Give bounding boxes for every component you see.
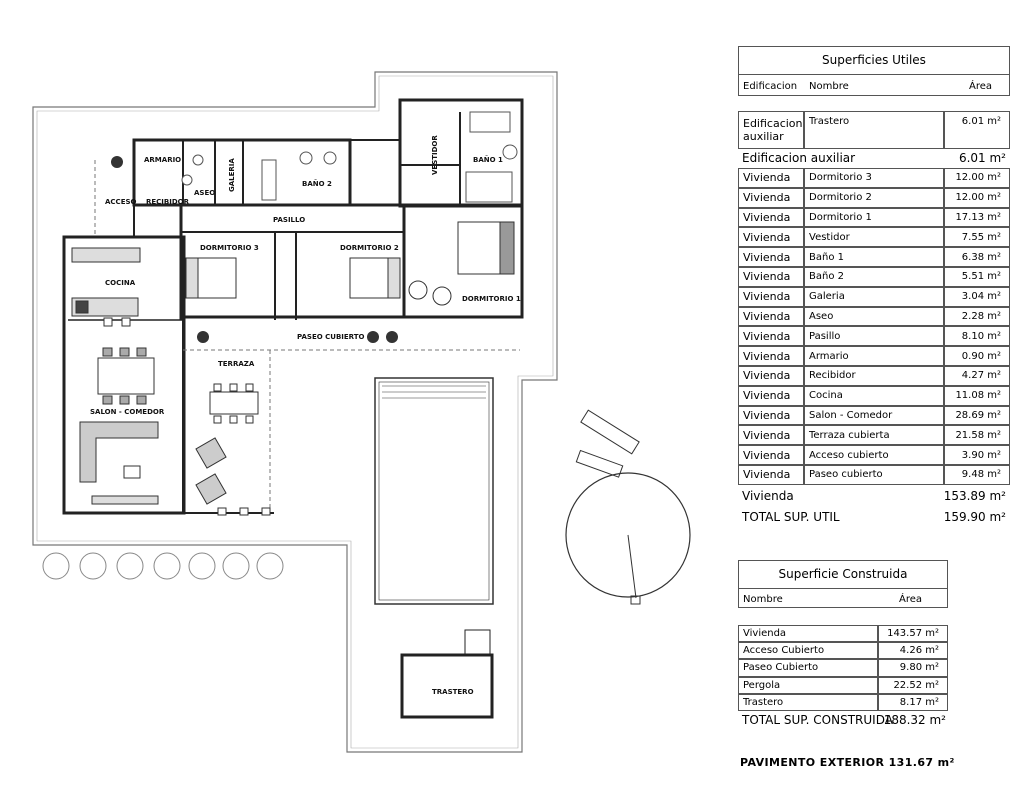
- util-row-nombre: Salon - Comedor: [804, 406, 944, 426]
- util-row: [738, 247, 1010, 267]
- util-row-edificacion: Vivienda: [738, 346, 804, 366]
- util-row-nombre: Acceso cubierto: [804, 445, 944, 465]
- util-row: [738, 188, 1010, 208]
- construida-row-area: 8.17 m²: [878, 694, 948, 711]
- beds: [186, 222, 514, 298]
- util-row: [738, 287, 1010, 307]
- total-sup-construida-area: 188.32 m²: [883, 713, 946, 727]
- util-row-nombre: Dormitorio 2: [804, 188, 944, 208]
- util-row-edificacion: Vivienda: [738, 366, 804, 386]
- header-area: Área: [969, 80, 993, 92]
- util-row-nombre: Pasillo: [804, 326, 944, 346]
- util-row-edificacion: Vivienda: [738, 406, 804, 426]
- util-row-nombre: Armario: [804, 346, 944, 366]
- util-row: [738, 465, 1010, 485]
- construida-row-area: 22.52 m²: [878, 677, 948, 694]
- round-feature: [566, 410, 690, 604]
- armchairs: [409, 281, 451, 305]
- util-row: [738, 425, 1010, 445]
- util-row-edificacion: Vivienda: [738, 287, 804, 307]
- util-row-edificacion: Vivienda: [738, 168, 804, 188]
- util-row-area: 5.51 m²: [944, 267, 1010, 287]
- construida-row-nombre: Paseo Cubierto: [738, 659, 878, 676]
- util-row: [738, 406, 1010, 426]
- construida-row-nombre: Vivienda: [738, 625, 878, 642]
- vivienda-subtotal-label: Vivienda: [742, 489, 794, 503]
- label-acceso: ACCESO: [105, 198, 137, 206]
- util-row-nombre: Dormitorio 1: [804, 208, 944, 228]
- util-row: [738, 366, 1010, 386]
- tree-row: [43, 553, 283, 579]
- total-sup-util-area: 159.90 m²: [943, 510, 1006, 524]
- aux-nombre: Trastero: [804, 111, 944, 149]
- living-furniture: [80, 348, 158, 504]
- util-row-edificacion: Vivienda: [738, 425, 804, 445]
- label-pasillo: PASILLO: [273, 216, 306, 224]
- construida-row-nombre: Acceso Cubierto: [738, 642, 878, 659]
- util-row-edificacion: Vivienda: [738, 445, 804, 465]
- util-row-area: 0.90 m²: [944, 346, 1010, 366]
- total-sup-util-label: TOTAL SUP. UTIL: [742, 510, 840, 524]
- label-trastero: TRASTERO: [432, 688, 474, 696]
- util-row-nombre: Baño 2: [804, 267, 944, 287]
- kitchen-furniture: [72, 248, 140, 326]
- util-row-area: 17.13 m²: [944, 208, 1010, 228]
- construida-row-area: 143.57 m²: [878, 625, 948, 642]
- util-row-edificacion: Vivienda: [738, 307, 804, 327]
- util-row-nombre: Dormitorio 3: [804, 168, 944, 188]
- util-row-edificacion: Vivienda: [738, 465, 804, 485]
- label-recibidor: RECIBIDOR: [146, 198, 190, 206]
- util-row: [738, 346, 1010, 366]
- label-paseo-cubierto: PASEO CUBIERTO: [297, 333, 365, 341]
- terrace-furniture: [196, 384, 270, 515]
- util-row: [738, 386, 1010, 406]
- construida-row: [738, 677, 948, 694]
- header-edificacion: Edificacion: [743, 80, 798, 92]
- util-row-nombre: Vestidor: [804, 227, 944, 247]
- superficies-utiles-title: Superficies Utiles: [739, 47, 1009, 75]
- aux-row: [738, 111, 1010, 149]
- aux-edificacion: Edificacion auxiliar: [738, 111, 804, 149]
- label-armario: ARMARIO: [144, 156, 182, 164]
- util-row: [738, 227, 1010, 247]
- total-sup-construida-label: TOTAL SUP. CONSTRUIDA: [742, 713, 893, 727]
- construida-header-nombre: Nombre: [743, 593, 783, 605]
- superficie-construida-table: [738, 560, 948, 608]
- util-row-edificacion: Vivienda: [738, 208, 804, 228]
- label-terraza: TERRAZA: [218, 360, 255, 368]
- util-row-edificacion: Vivienda: [738, 267, 804, 287]
- util-row-edificacion: Vivienda: [738, 227, 804, 247]
- header-nombre: Nombre: [809, 80, 849, 92]
- total-sup-util: [742, 509, 1010, 525]
- util-row-area: 12.00 m²: [944, 188, 1010, 208]
- aux-subtotal-label: Edificacion auxiliar: [742, 151, 856, 165]
- util-row-area: 3.90 m²: [944, 445, 1010, 465]
- util-row-edificacion: Vivienda: [738, 386, 804, 406]
- util-row-area: 6.38 m²: [944, 247, 1010, 267]
- construida-row: [738, 694, 948, 711]
- util-row: [738, 267, 1010, 287]
- util-row-nombre: Cocina: [804, 386, 944, 406]
- util-row-nombre: Galeria: [804, 287, 944, 307]
- util-row-nombre: Recibidor: [804, 366, 944, 386]
- label-cocina: COCINA: [105, 279, 136, 287]
- util-row-area: 28.69 m²: [944, 406, 1010, 426]
- util-row-area: 12.00 m²: [944, 168, 1010, 188]
- construida-row: [738, 642, 948, 659]
- construida-row-area: 4.26 m²: [878, 642, 948, 659]
- construida-row: [738, 625, 948, 642]
- util-row-area: 9.48 m²: [944, 465, 1010, 485]
- trastero-building: [402, 630, 492, 717]
- util-row-edificacion: Vivienda: [738, 326, 804, 346]
- util-row: [738, 326, 1010, 346]
- label-bano2: BAÑO 2: [302, 180, 332, 188]
- superficie-construida-title: Superficie Construida: [739, 561, 947, 589]
- util-row-area: 11.08 m²: [944, 386, 1010, 406]
- util-row: [738, 208, 1010, 228]
- util-row-area: 8.10 m²: [944, 326, 1010, 346]
- vivienda-subtotal-area: 153.89 m²: [943, 489, 1006, 503]
- util-row-area: 4.27 m²: [944, 366, 1010, 386]
- util-row-area: 2.28 m²: [944, 307, 1010, 327]
- room-labels: [90, 135, 521, 696]
- util-row: [738, 168, 1010, 188]
- pool: [375, 378, 493, 604]
- aux-area: 6.01 m²: [944, 111, 1010, 149]
- util-row-area: 7.55 m²: [944, 227, 1010, 247]
- util-row: [738, 445, 1010, 465]
- label-vestidor: VESTIDOR: [431, 135, 439, 175]
- construida-row-nombre: Trastero: [738, 694, 878, 711]
- superficies-utiles-table: [738, 46, 1010, 96]
- label-bano1: BAÑO 1: [473, 156, 503, 164]
- label-salon-comedor: SALON - COMEDOR: [90, 408, 165, 416]
- construida-row-nombre: Pergola: [738, 677, 878, 694]
- util-row-nombre: Aseo: [804, 307, 944, 327]
- util-row: [738, 307, 1010, 327]
- util-row-area: 21.58 m²: [944, 425, 1010, 445]
- util-row-edificacion: Vivienda: [738, 247, 804, 267]
- total-sup-construida: [742, 712, 948, 728]
- util-row-area: 3.04 m²: [944, 287, 1010, 307]
- label-dormitorio2: DORMITORIO 2: [340, 244, 399, 252]
- util-row-nombre: Paseo cubierto: [804, 465, 944, 485]
- pavimento-exterior: PAVIMENTO EXTERIOR 131.67 m²: [740, 756, 955, 769]
- util-row-edificacion: Vivienda: [738, 188, 804, 208]
- aux-subtotal-area: 6.01 m²: [958, 151, 1006, 165]
- construida-header-area: Área: [899, 593, 923, 605]
- aux-subtotal: [742, 150, 1010, 166]
- label-dormitorio3: DORMITORIO 3: [200, 244, 259, 252]
- label-dormitorio1: DORMITORIO 1: [462, 295, 521, 303]
- vivienda-subtotal: [742, 488, 1010, 504]
- label-aseo: ASEO: [194, 189, 216, 197]
- construida-row-area: 9.80 m²: [878, 659, 948, 676]
- construida-row: [738, 659, 948, 676]
- util-row-nombre: Terraza cubierta: [804, 425, 944, 445]
- label-galeria: GALERIA: [228, 158, 236, 192]
- util-row-nombre: Baño 1: [804, 247, 944, 267]
